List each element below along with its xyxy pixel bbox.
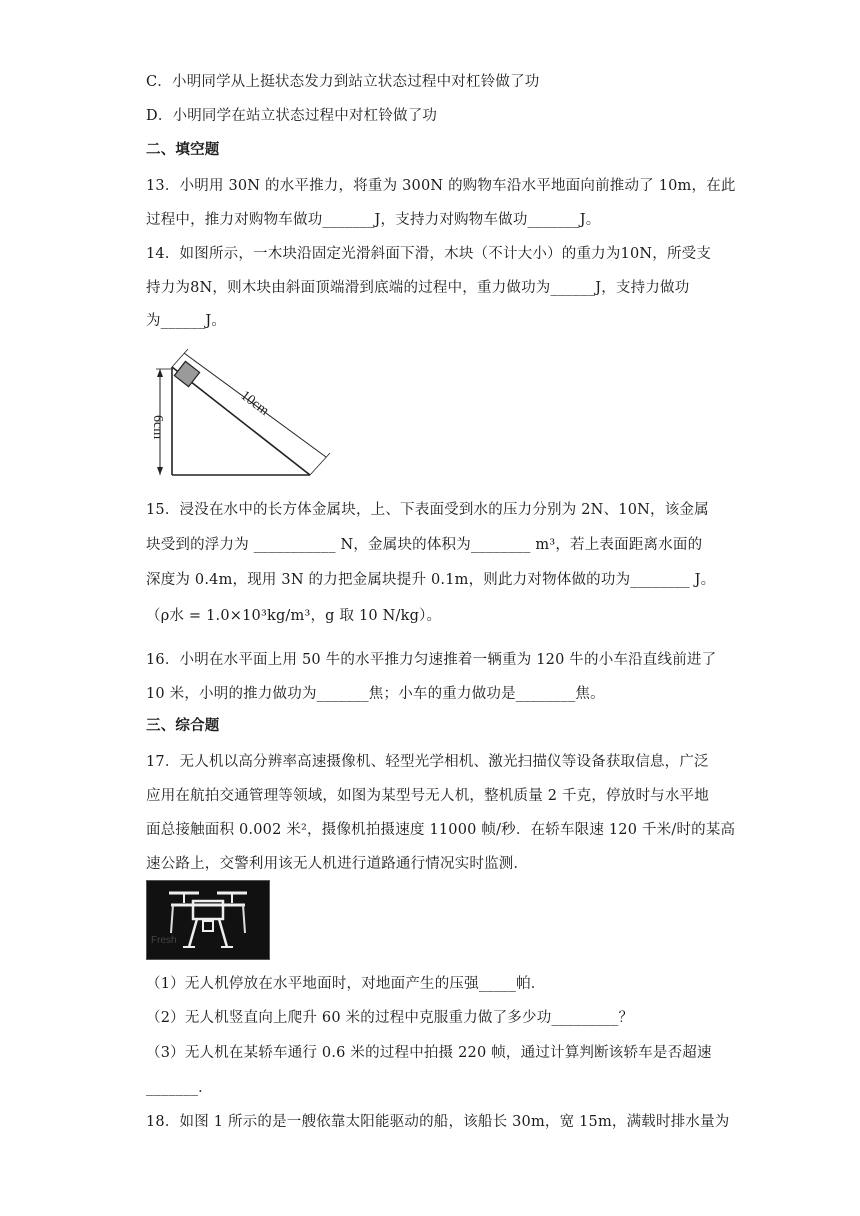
question-17-line-3: 面总接触面积 0.002 米²，摄像机拍摄速度 11000 帧/秒．在轿车限速 120 千米/时的某高 xyxy=(146,822,736,838)
question-17-sub-3-blank: _______． xyxy=(146,1080,213,1096)
question-13-line-2: 过程中，推力对购物车做功_______J，支持力对购物车做功_______J。 xyxy=(146,212,601,228)
incline-slope xyxy=(172,367,310,475)
question-15-line-2: 块受到的浮力为 ___________ N，金属块的体积为________ m³，若上表面距离水面的 xyxy=(146,537,703,553)
question-15-line-1: 15．浸没在水中的长方体金属块，上、下表面受到水的压力分别为 2N、10N，该金属 xyxy=(146,502,709,518)
option-c: C．小明同学从上挺状态发力到站立状态过程中对杠铃做了功 xyxy=(146,74,540,90)
question-17-line-2: 应用在航拍交通管理等领域，如图为某型号无人机，整机质量 2 千克，停放时与水平地 xyxy=(146,788,709,804)
incline-figure xyxy=(140,345,340,485)
slope-label: 10cm xyxy=(237,388,272,419)
question-18-line-1: 18．如图 1 所示的是一艘依靠太阳能驱动的船，该船长 30m，宽 15m，满载时排水量为 xyxy=(146,1114,730,1130)
section-heading-comprehensive: 三、综合题 xyxy=(146,717,220,734)
question-14-line-2: 持力为8N，则木块由斜面顶端滑到底端的过程中，重力做功为______J，支持力做功 xyxy=(146,280,690,296)
question-14-line-3: 为______J。 xyxy=(146,313,227,329)
drone-photo xyxy=(146,880,270,960)
wooden-block xyxy=(174,361,199,386)
question-17-sub-1: （1）无人机停放在水平地面时，对地面产生的压强_____帕． xyxy=(146,976,546,992)
question-13-line-1: 13．小明用 30N 的水平推力，将重为 300N 的购物车沿水平地面向前推动了 10m，在此 xyxy=(146,178,736,194)
drone-watermark: Fresh xyxy=(151,935,177,946)
question-15-line-4: （ρ水 = 1.0×10³kg/m³，g 取 10 N/kg）。 xyxy=(146,608,442,624)
question-16-line-2: 10 米，小明的推力做功为_______焦；小车的重力做功是________焦。 xyxy=(146,686,605,702)
question-17-sub-2: （2）无人机竖直向上爬升 60 米的过程中克服重力做了多少功_________？ xyxy=(146,1010,634,1026)
question-17-sub-3: （3）无人机在某轿车通行 0.6 米的过程中拍摄 220 帧，通过计算判断该轿车是否超速 xyxy=(146,1045,712,1061)
section-heading-fill-in: 二、填空题 xyxy=(146,141,220,158)
option-d: D．小明同学在站立状态过程中对杠铃做了功 xyxy=(146,108,438,124)
question-16-line-1: 16．小明在水平面上用 50 牛的水平推力匀速推着一辆重为 120 牛的小车沿直线前进了 xyxy=(146,652,717,668)
question-17-line-4: 速公路上，交警利用该无人机进行道路通行情况实时监测． xyxy=(146,856,529,872)
question-14-line-1: 14．如图所示，一木块沿固定光滑斜面下滑，木块（不计大小）的重力为10N，所受支 xyxy=(146,246,712,262)
question-17-line-1: 17．无人机以高分辨率高速摄像机、轻型光学相机、激光扫描仪等设备获取信息，广泛 xyxy=(146,754,709,770)
question-15-line-3: 深度为 0.4m，现用 3N 的力把金属块提升 0.1m，则此力对物体做的功为________ J。 xyxy=(146,572,716,588)
drone-icon xyxy=(147,881,269,959)
height-label: 6cm xyxy=(150,415,165,440)
